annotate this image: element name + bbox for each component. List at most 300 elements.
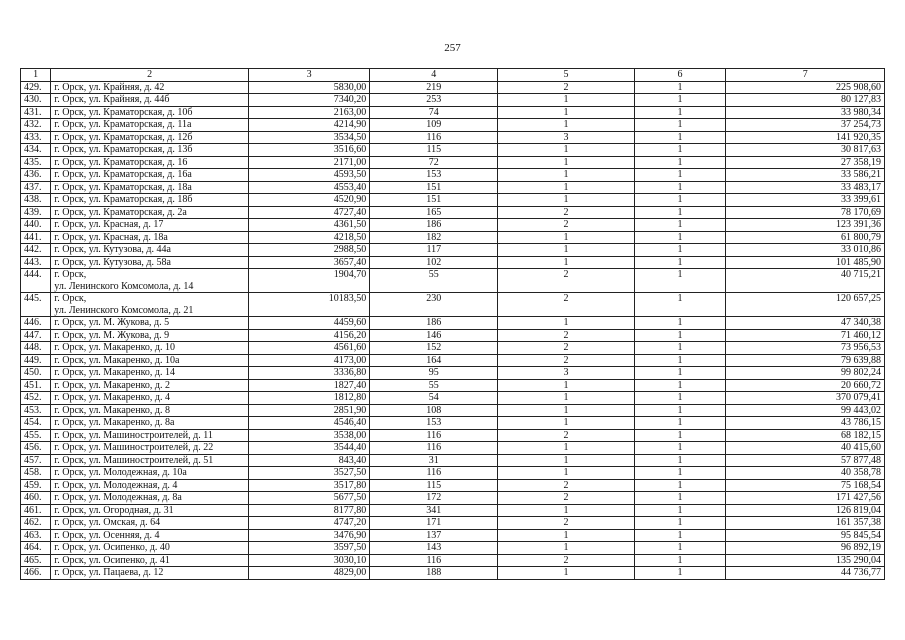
address-cell: г. Орск, ул. Краматорская, д. 18а xyxy=(51,181,249,194)
area-cell: 3527,50 xyxy=(249,467,370,480)
area-cell: 1812,80 xyxy=(249,392,370,405)
address-cell: г. Орск, ул. Кутузова, д. 58а xyxy=(51,256,249,269)
address-cell: г. Орск, ул. Макаренко, д. 2 xyxy=(51,379,249,392)
area-cell: 4829,00 xyxy=(249,567,370,580)
value-6-cell: 1 xyxy=(634,567,726,580)
address-cell: г. Орск, ул. Машиностроителей, д. 11 xyxy=(51,429,249,442)
apartments-count-cell: 102 xyxy=(370,256,498,269)
apartments-count-cell: 165 xyxy=(370,206,498,219)
address-cell: г. Орск, ул. Молодежная, д. 10а xyxy=(51,467,249,480)
address-cell: г. Орск, ул. Краматорская, д. 12б xyxy=(51,131,249,144)
row-number-cell: 431. xyxy=(21,106,51,119)
area-cell: 3336,80 xyxy=(249,367,370,380)
apartments-count-cell: 109 xyxy=(370,119,498,132)
value-6-cell: 1 xyxy=(634,256,726,269)
table-row xyxy=(21,106,885,119)
header-col-7: 7 xyxy=(726,69,885,82)
area-cell: 4546,40 xyxy=(249,417,370,430)
row-number-cell: 464. xyxy=(21,542,51,555)
table-row xyxy=(21,417,885,430)
value-6-cell: 1 xyxy=(634,429,726,442)
table-row xyxy=(21,81,885,94)
value-5-cell: 2 xyxy=(498,329,634,342)
amount-cell: 33 586,21 xyxy=(726,169,885,182)
value-5-cell: 2 xyxy=(498,293,634,317)
area-cell: 1904,70 xyxy=(249,269,370,293)
header-col-4: 4 xyxy=(370,69,498,82)
table-row xyxy=(21,256,885,269)
amount-cell: 20 660,72 xyxy=(726,379,885,392)
area-cell: 5830,00 xyxy=(249,81,370,94)
value-5-cell: 1 xyxy=(498,106,634,119)
address-cell: г. Орск, ул. Краматорская, д. 2а xyxy=(51,206,249,219)
apartments-count-cell: 116 xyxy=(370,131,498,144)
amount-cell: 27 358,19 xyxy=(726,156,885,169)
value-5-cell: 2 xyxy=(498,342,634,355)
row-number-cell: 429. xyxy=(21,81,51,94)
value-6-cell: 1 xyxy=(634,504,726,517)
value-5-cell: 1 xyxy=(498,194,634,207)
row-number-cell: 465. xyxy=(21,554,51,567)
table-row xyxy=(21,492,885,505)
value-6-cell: 1 xyxy=(634,529,726,542)
area-cell: 843,40 xyxy=(249,454,370,467)
value-5-cell: 1 xyxy=(498,256,634,269)
value-5-cell: 1 xyxy=(498,144,634,157)
amount-cell: 370 079,41 xyxy=(726,392,885,405)
row-number-cell: 453. xyxy=(21,404,51,417)
header-col-3: 3 xyxy=(249,69,370,82)
area-cell: 3030,10 xyxy=(249,554,370,567)
apartments-count-cell: 74 xyxy=(370,106,498,119)
table-row xyxy=(21,379,885,392)
buildings-table xyxy=(20,68,885,580)
value-6-cell: 1 xyxy=(634,342,726,355)
amount-cell: 120 657,25 xyxy=(726,293,885,317)
area-cell: 4553,40 xyxy=(249,181,370,194)
table-row xyxy=(21,392,885,405)
row-number-cell: 441. xyxy=(21,231,51,244)
row-number-cell: 442. xyxy=(21,244,51,257)
amount-cell: 101 485,90 xyxy=(726,256,885,269)
value-6-cell: 1 xyxy=(634,169,726,182)
area-cell: 4727,40 xyxy=(249,206,370,219)
row-number-cell: 451. xyxy=(21,379,51,392)
address-cell: г. Орск, ул. Макаренко, д. 10 xyxy=(51,342,249,355)
row-number-cell: 432. xyxy=(21,119,51,132)
address-cell: г. Орск, ул. Макаренко, д. 10а xyxy=(51,354,249,367)
amount-cell: 171 427,56 xyxy=(726,492,885,505)
value-6-cell: 1 xyxy=(634,194,726,207)
apartments-count-cell: 55 xyxy=(370,379,498,392)
area-cell: 4561,60 xyxy=(249,342,370,355)
value-6-cell: 1 xyxy=(634,404,726,417)
table-row xyxy=(21,119,885,132)
amount-cell: 33 010,86 xyxy=(726,244,885,257)
apartments-count-cell: 115 xyxy=(370,479,498,492)
row-number-cell: 439. xyxy=(21,206,51,219)
apartments-count-cell: 341 xyxy=(370,504,498,517)
area-cell: 3517,80 xyxy=(249,479,370,492)
row-number-cell: 449. xyxy=(21,354,51,367)
value-6-cell: 1 xyxy=(634,367,726,380)
area-cell: 2988,50 xyxy=(249,244,370,257)
amount-cell: 68 182,15 xyxy=(726,429,885,442)
value-5-cell: 2 xyxy=(498,81,634,94)
value-5-cell: 1 xyxy=(498,567,634,580)
area-cell: 4361,50 xyxy=(249,219,370,232)
value-6-cell: 1 xyxy=(634,131,726,144)
value-6-cell: 1 xyxy=(634,156,726,169)
value-6-cell: 1 xyxy=(634,442,726,455)
table-body xyxy=(21,81,885,579)
value-5-cell: 2 xyxy=(498,354,634,367)
apartments-count-cell: 171 xyxy=(370,517,498,530)
apartments-count-cell: 151 xyxy=(370,194,498,207)
amount-cell: 71 460,12 xyxy=(726,329,885,342)
header-col-1: 1 xyxy=(21,69,51,82)
address-cell: г. Орск, ул. Красная, д. 18а xyxy=(51,231,249,244)
apartments-count-cell: 31 xyxy=(370,454,498,467)
area-cell: 2851,90 xyxy=(249,404,370,417)
row-number-cell: 438. xyxy=(21,194,51,207)
apartments-count-cell: 72 xyxy=(370,156,498,169)
amount-cell: 57 877,48 xyxy=(726,454,885,467)
amount-cell: 73 956,53 xyxy=(726,342,885,355)
amount-cell: 30 817,63 xyxy=(726,144,885,157)
address-cell: г. Орск, ул. Пацаева, д. 12 xyxy=(51,567,249,580)
amount-cell: 33 399,61 xyxy=(726,194,885,207)
amount-cell: 47 340,38 xyxy=(726,317,885,330)
address-cell: г. Орск, ул. Омская, д. 64 xyxy=(51,517,249,530)
table-row xyxy=(21,542,885,555)
apartments-count-cell: 186 xyxy=(370,219,498,232)
address-cell: г. Орск, ул. Машиностроителей, д. 22 xyxy=(51,442,249,455)
table-row xyxy=(21,404,885,417)
address-cell: г. Орск, ул. Огородная, д. 31 xyxy=(51,504,249,517)
apartments-count-cell: 143 xyxy=(370,542,498,555)
area-cell: 10183,50 xyxy=(249,293,370,317)
row-number-cell: 445. xyxy=(21,293,51,317)
table-row xyxy=(21,219,885,232)
address-cell: г. Орск, ул. Краматорская, д. 16 xyxy=(51,156,249,169)
row-number-cell: 454. xyxy=(21,417,51,430)
value-6-cell: 1 xyxy=(634,181,726,194)
address-cell: г. Орск, ул. Крайняя, д. 44б xyxy=(51,94,249,107)
row-number-cell: 437. xyxy=(21,181,51,194)
value-6-cell: 1 xyxy=(634,492,726,505)
value-5-cell: 2 xyxy=(498,206,634,219)
table-row xyxy=(21,367,885,380)
apartments-count-cell: 116 xyxy=(370,442,498,455)
table-row xyxy=(21,554,885,567)
amount-cell: 43 786,15 xyxy=(726,417,885,430)
value-6-cell: 1 xyxy=(634,329,726,342)
value-5-cell: 1 xyxy=(498,94,634,107)
table-row xyxy=(21,144,885,157)
value-6-cell: 1 xyxy=(634,454,726,467)
amount-cell: 33 980,34 xyxy=(726,106,885,119)
value-5-cell: 1 xyxy=(498,442,634,455)
apartments-count-cell: 186 xyxy=(370,317,498,330)
row-number-cell: 430. xyxy=(21,94,51,107)
value-5-cell: 1 xyxy=(498,529,634,542)
apartments-count-cell: 115 xyxy=(370,144,498,157)
value-5-cell: 1 xyxy=(498,417,634,430)
table-row xyxy=(21,231,885,244)
value-6-cell: 1 xyxy=(634,293,726,317)
value-6-cell: 1 xyxy=(634,354,726,367)
address-cell: г. Орск, ул. Макаренко, д. 4 xyxy=(51,392,249,405)
amount-cell: 161 357,38 xyxy=(726,517,885,530)
table-row xyxy=(21,467,885,480)
address-cell: г. Орск, ул. Макаренко, д. 8 xyxy=(51,404,249,417)
value-6-cell: 1 xyxy=(634,219,726,232)
address-cell: г. Орск, ул. Машиностроителей, д. 51 xyxy=(51,454,249,467)
value-5-cell: 2 xyxy=(498,429,634,442)
row-number-cell: 434. xyxy=(21,144,51,157)
amount-cell: 135 290,04 xyxy=(726,554,885,567)
value-5-cell: 2 xyxy=(498,492,634,505)
row-number-cell: 460. xyxy=(21,492,51,505)
address-cell: г. Орск, ул. Краматорская, д. 11а xyxy=(51,119,249,132)
amount-cell: 33 483,17 xyxy=(726,181,885,194)
amount-cell: 61 800,79 xyxy=(726,231,885,244)
table-row xyxy=(21,342,885,355)
area-cell: 2163,00 xyxy=(249,106,370,119)
amount-cell: 99 802,24 xyxy=(726,367,885,380)
row-number-cell: 450. xyxy=(21,367,51,380)
area-cell: 1827,40 xyxy=(249,379,370,392)
area-cell: 4173,00 xyxy=(249,354,370,367)
address-cell: г. Орск, ул. Краматорская, д. 16а xyxy=(51,169,249,182)
value-6-cell: 1 xyxy=(634,392,726,405)
value-5-cell: 1 xyxy=(498,379,634,392)
row-number-cell: 456. xyxy=(21,442,51,455)
address-cell: г. Орск, ул. Осипенко, д. 40 xyxy=(51,542,249,555)
address-cell: г. Орск, ул. Макаренко, д. 14 xyxy=(51,367,249,380)
table-row xyxy=(21,479,885,492)
apartments-count-cell: 151 xyxy=(370,181,498,194)
table-row xyxy=(21,567,885,580)
address-cell: г. Орск, ул. Краматорская, д. 10б xyxy=(51,106,249,119)
row-number-cell: 459. xyxy=(21,479,51,492)
row-number-cell: 463. xyxy=(21,529,51,542)
area-cell: 4593,50 xyxy=(249,169,370,182)
value-6-cell: 1 xyxy=(634,144,726,157)
value-5-cell: 1 xyxy=(498,244,634,257)
value-6-cell: 1 xyxy=(634,206,726,219)
table-row xyxy=(21,429,885,442)
row-number-cell: 462. xyxy=(21,517,51,530)
address-cell: г. Орск, ул. Краматорская, д. 18б xyxy=(51,194,249,207)
amount-cell: 40 415,60 xyxy=(726,442,885,455)
apartments-count-cell: 230 xyxy=(370,293,498,317)
header-col-2: 2 xyxy=(51,69,249,82)
row-number-cell: 458. xyxy=(21,467,51,480)
amount-cell: 75 168,54 xyxy=(726,479,885,492)
amount-cell: 40 358,78 xyxy=(726,467,885,480)
value-5-cell: 1 xyxy=(498,467,634,480)
table-row xyxy=(21,131,885,144)
value-6-cell: 1 xyxy=(634,417,726,430)
table-row xyxy=(21,354,885,367)
row-number-cell: 457. xyxy=(21,454,51,467)
table-row xyxy=(21,293,885,317)
amount-cell: 37 254,73 xyxy=(726,119,885,132)
apartments-count-cell: 153 xyxy=(370,169,498,182)
row-number-cell: 435. xyxy=(21,156,51,169)
value-5-cell: 3 xyxy=(498,367,634,380)
area-cell: 2171,00 xyxy=(249,156,370,169)
amount-cell: 96 892,19 xyxy=(726,542,885,555)
address-cell: г. Орск, ул. Ленинского Комсомола, д. 14 xyxy=(51,269,249,293)
table-row xyxy=(21,269,885,293)
table-row xyxy=(21,317,885,330)
amount-cell: 126 819,04 xyxy=(726,504,885,517)
area-cell: 4747,20 xyxy=(249,517,370,530)
amount-cell: 225 908,60 xyxy=(726,81,885,94)
value-5-cell: 2 xyxy=(498,479,634,492)
table-row xyxy=(21,181,885,194)
value-6-cell: 1 xyxy=(634,479,726,492)
value-5-cell: 2 xyxy=(498,554,634,567)
area-cell: 8177,80 xyxy=(249,504,370,517)
address-cell: г. Орск, ул. Осипенко, д. 41 xyxy=(51,554,249,567)
header-col-5: 5 xyxy=(498,69,634,82)
value-6-cell: 1 xyxy=(634,554,726,567)
table-row xyxy=(21,454,885,467)
row-number-cell: 466. xyxy=(21,567,51,580)
value-5-cell: 1 xyxy=(498,169,634,182)
value-5-cell: 1 xyxy=(498,404,634,417)
address-cell: г. Орск, ул. Молодежная, д. 4 xyxy=(51,479,249,492)
value-6-cell: 1 xyxy=(634,94,726,107)
apartments-count-cell: 108 xyxy=(370,404,498,417)
value-6-cell: 1 xyxy=(634,244,726,257)
area-cell: 3657,40 xyxy=(249,256,370,269)
area-cell: 7340,20 xyxy=(249,94,370,107)
value-6-cell: 1 xyxy=(634,517,726,530)
value-6-cell: 1 xyxy=(634,317,726,330)
apartments-count-cell: 95 xyxy=(370,367,498,380)
address-cell: г. Орск, ул. Ленинского Комсомола, д. 21 xyxy=(51,293,249,317)
table-row xyxy=(21,206,885,219)
table-row xyxy=(21,169,885,182)
value-5-cell: 2 xyxy=(498,269,634,293)
table-row xyxy=(21,504,885,517)
apartments-count-cell: 116 xyxy=(370,554,498,567)
page-number: 257 xyxy=(444,42,461,54)
row-number-cell: 448. xyxy=(21,342,51,355)
value-5-cell: 3 xyxy=(498,131,634,144)
amount-cell: 78 170,69 xyxy=(726,206,885,219)
address-cell: г. Орск, ул. Молодежная, д. 8а xyxy=(51,492,249,505)
apartments-count-cell: 54 xyxy=(370,392,498,405)
amount-cell: 79 639,88 xyxy=(726,354,885,367)
apartments-count-cell: 116 xyxy=(370,429,498,442)
apartments-count-cell: 164 xyxy=(370,354,498,367)
amount-cell: 99 443,02 xyxy=(726,404,885,417)
table-row xyxy=(21,194,885,207)
area-cell: 3544,40 xyxy=(249,442,370,455)
table-header xyxy=(21,69,885,82)
apartments-count-cell: 152 xyxy=(370,342,498,355)
address-cell: г. Орск, ул. М. Жукова, д. 9 xyxy=(51,329,249,342)
value-5-cell: 1 xyxy=(498,119,634,132)
value-5-cell: 1 xyxy=(498,504,634,517)
row-number-cell: 461. xyxy=(21,504,51,517)
area-cell: 4459,60 xyxy=(249,317,370,330)
row-number-cell: 447. xyxy=(21,329,51,342)
address-cell: г. Орск, ул. М. Жукова, д. 5 xyxy=(51,317,249,330)
apartments-count-cell: 117 xyxy=(370,244,498,257)
area-cell: 5677,50 xyxy=(249,492,370,505)
value-5-cell: 1 xyxy=(498,317,634,330)
address-cell: г. Орск, ул. Красная, д. 17 xyxy=(51,219,249,232)
apartments-count-cell: 172 xyxy=(370,492,498,505)
table-row xyxy=(21,156,885,169)
value-5-cell: 1 xyxy=(498,392,634,405)
amount-cell: 40 715,21 xyxy=(726,269,885,293)
value-5-cell: 1 xyxy=(498,542,634,555)
row-number-cell: 446. xyxy=(21,317,51,330)
value-6-cell: 1 xyxy=(634,81,726,94)
header-col-6: 6 xyxy=(634,69,726,82)
row-number-cell: 440. xyxy=(21,219,51,232)
value-6-cell: 1 xyxy=(634,231,726,244)
amount-cell: 95 845,54 xyxy=(726,529,885,542)
value-6-cell: 1 xyxy=(634,379,726,392)
table-row xyxy=(21,94,885,107)
apartments-count-cell: 153 xyxy=(370,417,498,430)
value-5-cell: 2 xyxy=(498,517,634,530)
header-row xyxy=(21,69,885,82)
amount-cell: 44 736,77 xyxy=(726,567,885,580)
apartments-count-cell: 137 xyxy=(370,529,498,542)
apartments-count-cell: 55 xyxy=(370,269,498,293)
table-row xyxy=(21,517,885,530)
value-6-cell: 1 xyxy=(634,269,726,293)
area-cell: 3476,90 xyxy=(249,529,370,542)
value-5-cell: 1 xyxy=(498,181,634,194)
apartments-count-cell: 219 xyxy=(370,81,498,94)
address-cell: г. Орск, ул. Кутузова, д. 44а xyxy=(51,244,249,257)
row-number-cell: 436. xyxy=(21,169,51,182)
address-cell: г. Орск, ул. Краматорская, д. 13б xyxy=(51,144,249,157)
table-row xyxy=(21,244,885,257)
row-number-cell: 455. xyxy=(21,429,51,442)
value-5-cell: 2 xyxy=(498,219,634,232)
apartments-count-cell: 188 xyxy=(370,567,498,580)
value-5-cell: 1 xyxy=(498,156,634,169)
table-row xyxy=(21,529,885,542)
apartments-count-cell: 182 xyxy=(370,231,498,244)
area-cell: 4218,50 xyxy=(249,231,370,244)
table-row xyxy=(21,442,885,455)
area-cell: 4214,90 xyxy=(249,119,370,132)
row-number-cell: 433. xyxy=(21,131,51,144)
apartments-count-cell: 253 xyxy=(370,94,498,107)
amount-cell: 123 391,36 xyxy=(726,219,885,232)
value-6-cell: 1 xyxy=(634,106,726,119)
row-number-cell: 443. xyxy=(21,256,51,269)
apartments-count-cell: 116 xyxy=(370,467,498,480)
value-5-cell: 1 xyxy=(498,231,634,244)
area-cell: 4520,90 xyxy=(249,194,370,207)
area-cell: 4156,20 xyxy=(249,329,370,342)
area-cell: 3534,50 xyxy=(249,131,370,144)
